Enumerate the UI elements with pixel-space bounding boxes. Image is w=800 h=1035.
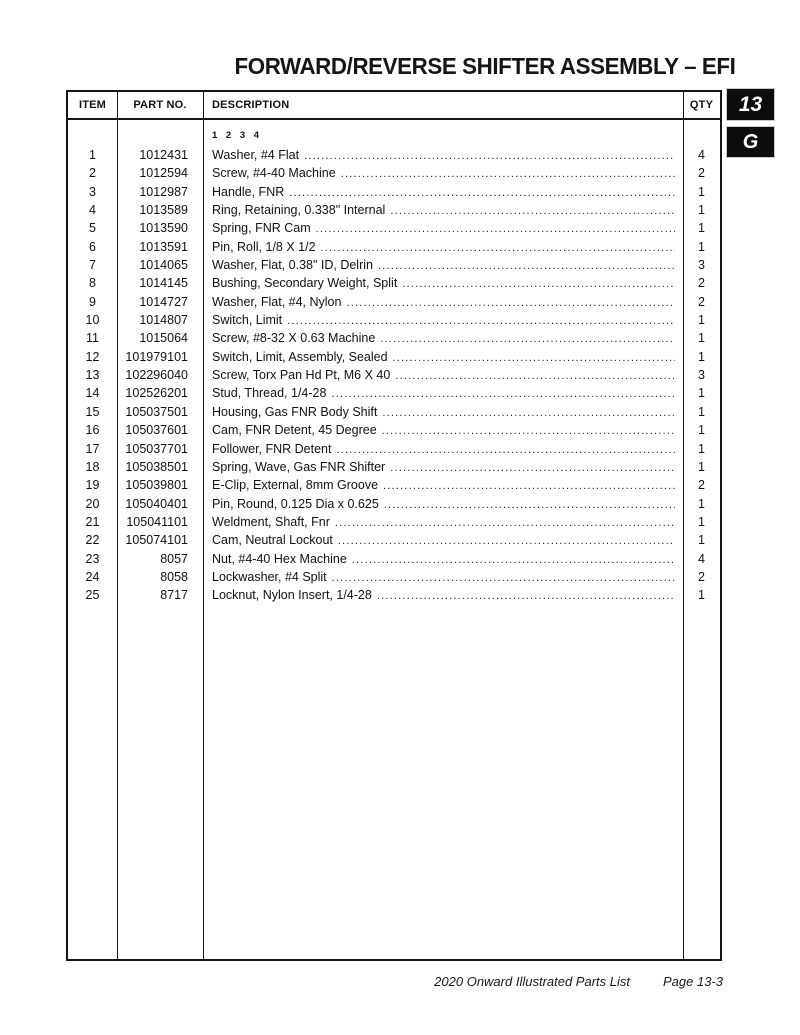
- part-no-cell: 8057: [160, 551, 188, 566]
- column-header-description: DESCRIPTION: [212, 99, 290, 111]
- part-no-cell: 1013590: [139, 221, 188, 236]
- description-text: Screw, Torx Pan Hd Pt, M6 X 40: [212, 368, 391, 383]
- item-cell: 12: [85, 349, 100, 364]
- dot-leader: [382, 422, 675, 439]
- part-no-cell: 1013591: [139, 239, 188, 254]
- dot-leader: [378, 257, 675, 274]
- description-cell: [203, 495, 683, 513]
- qty-cell: 1: [698, 203, 705, 218]
- description-cell: [203, 421, 683, 439]
- part-no-cell: 105040401: [125, 496, 188, 511]
- dot-leader: [289, 184, 675, 201]
- qty-cell: 1: [698, 221, 705, 236]
- dot-leader: [352, 551, 675, 568]
- table-row: [68, 384, 720, 402]
- item-cell: 1: [89, 148, 96, 162]
- indent-level-labels: 1 2 3 4: [212, 130, 261, 141]
- description-text: Bushing, Secondary Weight, Split: [212, 276, 398, 291]
- qty-cell: 1: [698, 533, 705, 548]
- item-cell: 13: [85, 368, 100, 383]
- qty-cell: 4: [698, 148, 705, 162]
- qty-cell: 1: [698, 331, 705, 346]
- description-text: Pin, Round, 0.125 Dia x 0.625: [212, 496, 379, 511]
- qty-cell: 1: [698, 459, 705, 474]
- description-text: Spring, Wave, Gas FNR Shifter: [212, 459, 386, 474]
- description-cell: [203, 403, 683, 421]
- description-cell: [203, 550, 683, 568]
- part-no-cell: 105041101: [126, 514, 188, 529]
- table-row: [68, 403, 720, 421]
- table-row: [68, 531, 720, 549]
- table-row: [68, 293, 720, 311]
- qty-cell: 2: [698, 569, 705, 584]
- description-cell: [203, 348, 683, 366]
- table-row: [68, 348, 720, 366]
- item-cell: 7: [89, 258, 96, 273]
- description-cell: [203, 274, 683, 292]
- description-text: E-Clip, External, 8mm Groove: [212, 478, 379, 493]
- table-row: [68, 440, 720, 458]
- qty-cell: 1: [698, 184, 705, 199]
- qty-cell: 1: [698, 423, 705, 438]
- description-text: Screw, #8-32 X 0.63 Machine: [212, 331, 376, 346]
- part-no-cell: 8058: [160, 569, 188, 584]
- item-cell: 2: [89, 166, 96, 181]
- description-cell: [203, 201, 683, 219]
- description-cell: [203, 256, 683, 274]
- description-text: Nut, #4-40 Hex Machine: [212, 551, 347, 566]
- description-text: Spring, FNR Cam: [212, 221, 311, 236]
- part-no-cell: 105039801: [125, 478, 188, 493]
- item-cell: 3: [89, 184, 96, 199]
- table-row: [68, 238, 720, 256]
- item-cell: 11: [86, 331, 99, 346]
- description-cell: [203, 384, 683, 402]
- dot-leader: [316, 220, 675, 237]
- qty-cell: 2: [698, 478, 705, 493]
- dot-leader: [346, 294, 675, 311]
- description-cell: [203, 366, 683, 384]
- column-header-part-no: PART NO.: [133, 99, 187, 111]
- item-cell: 5: [89, 221, 96, 236]
- qty-cell: 1: [698, 386, 705, 401]
- dot-leader: [338, 532, 675, 549]
- qty-cell: 2: [698, 166, 705, 181]
- dot-leader: [380, 330, 675, 347]
- dot-leader: [395, 367, 675, 384]
- description-text: Washer, #4 Flat: [212, 148, 300, 162]
- table-row: [68, 550, 720, 568]
- qty-cell: 1: [698, 313, 705, 328]
- item-cell: 8: [89, 276, 96, 291]
- table-row: [68, 183, 720, 201]
- table-row: [68, 274, 720, 292]
- dot-leader: [383, 477, 675, 494]
- table-row: [68, 366, 720, 384]
- part-no-cell: 1014145: [139, 276, 188, 291]
- table-row: [68, 586, 720, 604]
- description-text: Switch, Limit, Assembly, Sealed: [212, 349, 388, 364]
- part-no-cell: 1014727: [139, 294, 188, 309]
- part-no-cell: 1012987: [139, 184, 188, 199]
- qty-cell: 2: [698, 294, 705, 309]
- part-no-cell: 105037701: [125, 441, 188, 456]
- qty-cell: 4: [698, 551, 705, 566]
- table-row: [68, 568, 720, 586]
- part-no-cell: 1012431: [139, 148, 188, 162]
- table-row: [68, 495, 720, 513]
- item-cell: 21: [85, 514, 100, 529]
- table-row: [68, 476, 720, 494]
- part-no-cell: 105037501: [125, 404, 188, 419]
- dot-leader: [304, 147, 675, 164]
- dot-leader: [390, 459, 675, 476]
- column-header-qty: QTY: [689, 99, 714, 111]
- dot-leader: [393, 349, 675, 366]
- description-text: Cam, Neutral Lockout: [212, 533, 333, 548]
- dot-leader: [384, 496, 675, 513]
- dot-leader: [287, 312, 675, 329]
- dot-leader: [341, 165, 675, 182]
- qty-cell: 1: [698, 239, 705, 254]
- part-no-cell: 1014807: [139, 313, 188, 328]
- description-cell: [203, 329, 683, 347]
- part-no-cell: 102526201: [125, 386, 188, 401]
- page-footer: [0, 974, 800, 991]
- table-row: [68, 311, 720, 329]
- footer-page-number: Page 13-3: [663, 974, 723, 989]
- dot-leader: [336, 441, 675, 458]
- table-row: [68, 513, 720, 531]
- item-cell: 23: [85, 551, 100, 566]
- description-text: Washer, Flat, 0.38" ID, Delrin: [212, 258, 373, 273]
- item-cell: 25: [85, 588, 100, 603]
- part-no-cell: 101979101: [125, 349, 188, 364]
- description-text: Screw, #4-40 Machine: [212, 166, 336, 181]
- item-cell: 18: [85, 459, 100, 474]
- part-no-cell: 1015064: [139, 331, 188, 346]
- description-cell: [203, 440, 683, 458]
- description-text: Pin, Roll, 1/8 X 1/2: [212, 239, 316, 254]
- table-row: [68, 421, 720, 439]
- item-cell: 17: [85, 441, 100, 456]
- item-cell: 24: [85, 569, 100, 584]
- column-header-item: ITEM: [78, 99, 107, 111]
- description-cell: [203, 513, 683, 531]
- table-row: [68, 219, 720, 237]
- item-cell: 15: [85, 404, 100, 419]
- description-text: Switch, Limit: [212, 313, 283, 328]
- part-no-cell: 1014065: [139, 258, 188, 273]
- description-cell: [203, 293, 683, 311]
- dot-leader: [390, 202, 675, 219]
- description-cell: [203, 568, 683, 586]
- dot-leader: [382, 404, 675, 421]
- page-title: FORWARD/REVERSE SHIFTER ASSEMBLY – EFI: [234, 53, 735, 79]
- table-row: [68, 201, 720, 219]
- table-rows: [68, 120, 720, 959]
- table-header: [68, 92, 720, 120]
- footer-doc-title: 2020 Onward Illustrated Parts List: [434, 974, 630, 989]
- qty-cell: 3: [698, 258, 705, 273]
- qty-cell: 3: [698, 368, 705, 383]
- item-cell: 6: [89, 239, 96, 254]
- description-cell: [203, 586, 683, 604]
- description-cell: [203, 476, 683, 494]
- dot-leader: [321, 239, 675, 256]
- description-cell: [203, 164, 683, 182]
- description-text: Locknut, Nylon Insert, 1/4-28: [212, 588, 372, 603]
- qty-cell: 1: [698, 441, 705, 456]
- qty-cell: 1: [698, 496, 705, 511]
- item-cell: 10: [85, 313, 100, 328]
- dot-leader: [402, 275, 675, 292]
- description-text: Lockwasher, #4 Split: [212, 569, 327, 584]
- description-cell: [203, 531, 683, 549]
- description-cell: [203, 219, 683, 237]
- description-text: Washer, Flat, #4, Nylon: [212, 294, 342, 309]
- item-cell: 22: [85, 533, 100, 548]
- table-row: [68, 164, 720, 182]
- dot-leader: [335, 514, 675, 531]
- qty-cell: 1: [698, 404, 705, 419]
- chapter-tab: 13: [726, 88, 775, 121]
- dot-leader: [331, 385, 675, 402]
- description-cell: [203, 458, 683, 476]
- description-cell: [203, 311, 683, 329]
- table-row: [68, 458, 720, 476]
- description-cell: [203, 238, 683, 256]
- part-no-cell: 102296040: [125, 368, 188, 383]
- description-text: Follower, FNR Detent: [212, 441, 332, 456]
- part-no-cell: 105037601: [125, 423, 188, 438]
- item-cell: 4: [89, 203, 96, 218]
- qty-cell: 1: [698, 588, 705, 603]
- part-no-cell: 1012594: [139, 166, 188, 181]
- description-text: Housing, Gas FNR Body Shift: [212, 404, 378, 419]
- description-text: Ring, Retaining, 0.338" Internal: [212, 203, 386, 218]
- part-no-cell: 105074101: [125, 533, 188, 548]
- part-no-cell: 1013589: [139, 203, 188, 218]
- part-no-cell: 105038501: [125, 459, 188, 474]
- table-row: [68, 256, 720, 274]
- parts-table: [66, 90, 722, 961]
- item-cell: 16: [85, 423, 100, 438]
- item-cell: 20: [85, 496, 100, 511]
- description-text: Cam, FNR Detent, 45 Degree: [212, 423, 377, 438]
- table-row: [68, 146, 720, 164]
- description-cell: [203, 146, 683, 164]
- section-tab: G: [726, 126, 775, 158]
- table-row: [68, 329, 720, 347]
- qty-cell: 2: [698, 276, 705, 291]
- description-text: Stud, Thread, 1/4-28: [212, 386, 327, 401]
- item-cell: 9: [89, 294, 96, 309]
- description-text: Weldment, Shaft, Fnr: [212, 514, 330, 529]
- dot-leader: [332, 569, 675, 586]
- qty-cell: 1: [698, 349, 705, 364]
- qty-cell: 1: [698, 514, 705, 529]
- part-no-cell: 8717: [160, 588, 188, 603]
- description-cell: [203, 183, 683, 201]
- item-cell: 19: [85, 478, 100, 493]
- description-text: Handle, FNR: [212, 184, 285, 199]
- dot-leader: [377, 587, 675, 604]
- item-cell: 14: [85, 386, 100, 401]
